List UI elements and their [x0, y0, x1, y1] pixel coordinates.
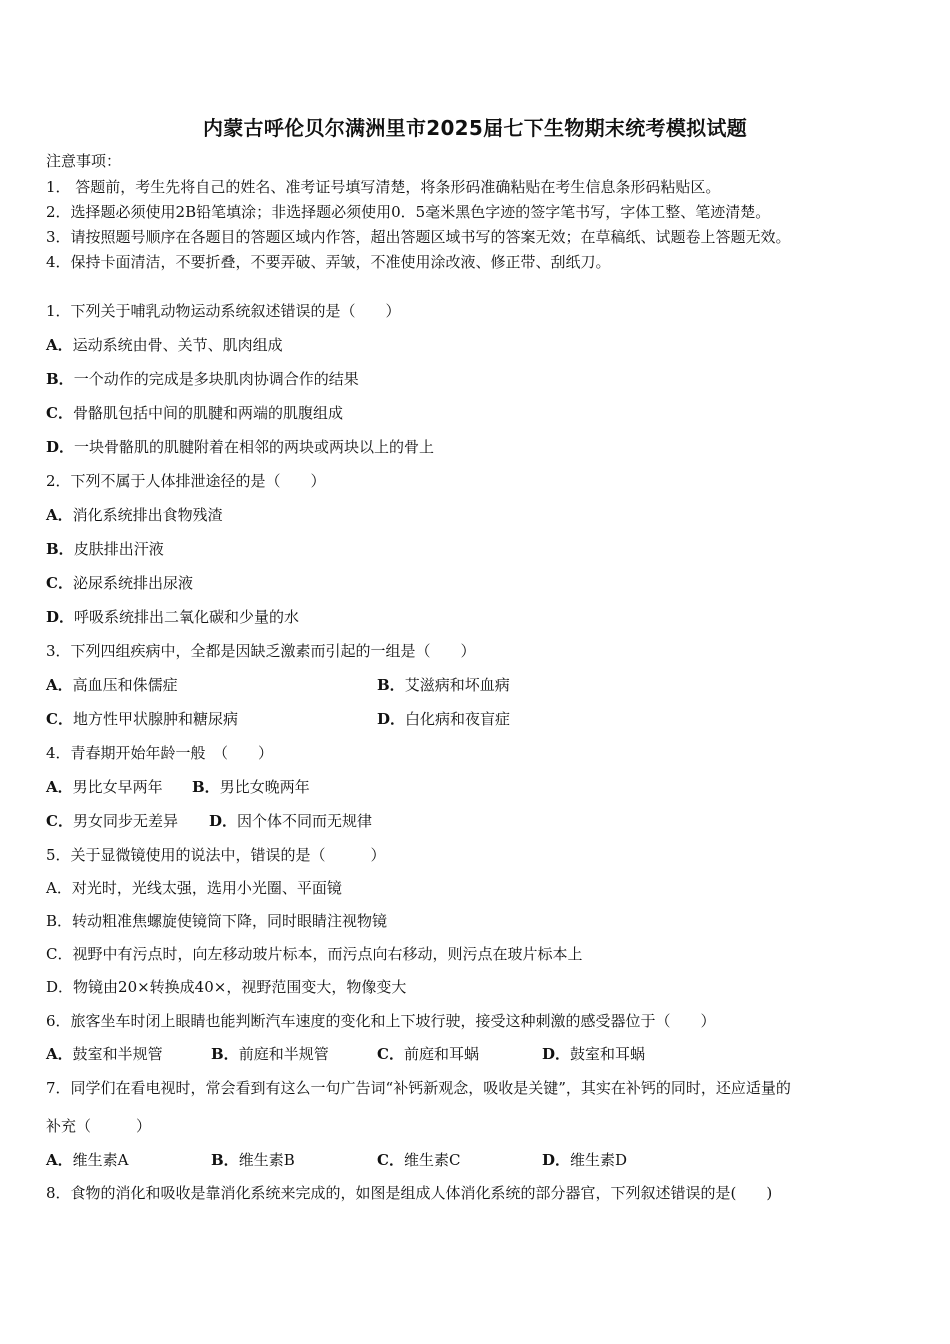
option-letter: A． [46, 506, 73, 524]
option-letter: A． [46, 778, 73, 796]
option-a [46, 1151, 128, 1169]
option-letter: C． [46, 574, 73, 592]
option-c [46, 710, 238, 728]
option-c [46, 404, 343, 422]
option-letter: D． [542, 1045, 571, 1063]
option-letter: B． [377, 676, 405, 694]
option-d [542, 1045, 645, 1063]
question-stem: 6．旅客坐车时闭上眼睛也能判断汽车速度的变化和上下坡行驶，接受这种刺激的感受器位于（ ） [46, 1012, 716, 1030]
option-b [211, 1151, 295, 1169]
option-letter: D． [46, 438, 75, 456]
option-letter: D． [542, 1151, 571, 1169]
option-text: 维生素B [238, 1151, 295, 1169]
option-letter: D． [209, 812, 238, 830]
option-d [377, 710, 510, 728]
option-letter: C． [46, 710, 73, 728]
option-a [46, 506, 223, 524]
option-text: 地方性甲状腺肿和糖尿病 [72, 710, 238, 728]
option-letter: D． [377, 710, 406, 728]
option-text: 维生素D [570, 1151, 628, 1169]
option-a [46, 1045, 163, 1063]
question-stem: 5．关于显微镜使用的说法中，错误的是（ ） [46, 846, 386, 864]
option-d [542, 1151, 627, 1169]
option-text: 因个体不同而无规律 [237, 812, 373, 830]
option-text: 呼吸系统排出二氧化碳和少量的水 [74, 608, 300, 626]
option-letter: B． [192, 778, 220, 796]
option-c [46, 812, 178, 830]
option-d [46, 438, 434, 456]
option-d [46, 608, 299, 626]
option-letter: B． [46, 540, 74, 558]
option-letter: C． [46, 404, 73, 422]
option-letter: A． [46, 1151, 73, 1169]
option-letter: C． [46, 945, 73, 963]
option-letter: B． [211, 1045, 239, 1063]
page-title: 内蒙古呼伦贝尔满洲里市2025届七下生物期末统考模拟试题 [202, 116, 748, 140]
option-letter: A． [46, 336, 73, 354]
option-text: 男比女晚两年 [219, 778, 310, 796]
option-text: 运动系统由骨、关节、肌肉组成 [72, 336, 283, 354]
option-text: 消化系统排出食物残渣 [72, 506, 223, 524]
option-b [192, 778, 310, 796]
option-b [46, 912, 387, 930]
option-letter: B． [46, 370, 74, 388]
option-text: 男比女早两年 [72, 778, 163, 796]
option-d [46, 978, 406, 996]
option-text: 一块骨骼肌的肌腱附着在相邻的两块或两块以上的骨上 [74, 438, 435, 456]
option-text: 对光时，光线太强，选用小光圈、平面镜 [71, 879, 342, 897]
question-stem: 2．下列不属于人体排泄途径的是（ ） [46, 472, 326, 490]
option-a [46, 879, 342, 897]
option-text: 转动粗准焦螺旋使镜筒下降，同时眼睛注视物镜 [72, 912, 388, 930]
option-text: 维生素A [72, 1151, 129, 1169]
option-c [377, 1151, 460, 1169]
option-letter: A． [46, 676, 73, 694]
notice-item: 3．请按照题号顺序在各题目的答题区域内作答，超出答题区域书写的答案无效；在草稿纸、试题卷上答题无效。 [46, 228, 791, 246]
question-stem-continued: 补充（ ） [46, 1117, 152, 1135]
option-d [209, 812, 372, 830]
option-text: 高血压和侏儒症 [72, 676, 178, 694]
option-text: 前庭和半规管 [238, 1045, 329, 1063]
option-text: 维生素C [403, 1151, 461, 1169]
option-letter: A． [46, 879, 72, 897]
option-c [377, 1045, 479, 1063]
option-a [46, 778, 163, 796]
notice-item: 2．选择题必须使用2B铅笔填涂；非选择题必须使用0．5毫米黑色字迹的签字笔书写，字体工整、笔迹清楚。 [46, 203, 771, 221]
option-a [46, 676, 178, 694]
option-b [377, 676, 510, 694]
option-letter: B． [211, 1151, 239, 1169]
option-c [46, 574, 193, 592]
question-stem: 1．下列关于哺乳动物运动系统叙述错误的是（ ） [46, 302, 401, 320]
option-text: 鼓室和半规管 [72, 1045, 163, 1063]
question-stem: 4．青春期开始年龄一般 （ ） [46, 744, 274, 762]
option-c [46, 945, 583, 963]
option-a [46, 336, 283, 354]
option-b [46, 370, 359, 388]
option-text: 皮肤排出汗液 [73, 540, 164, 558]
question-stem: 3．下列四组疾病中，全都是因缺乏激素而引起的一组是（ ） [46, 642, 476, 660]
option-letter: C． [377, 1151, 404, 1169]
option-text: 物镜由20×转换成40×，视野范围变大，物像变大 [73, 978, 407, 996]
option-text: 男女同步无差异 [72, 812, 178, 830]
question-stem: 7．同学们在看电视时，常会看到有这么一句广告词“补钙新观念，吸收是关键”，其实在补钙的同时，还应适量的 [46, 1079, 791, 1097]
option-text: 泌尿系统排出尿液 [72, 574, 193, 592]
option-letter: C． [46, 812, 73, 830]
option-text: 骨骼肌包括中间的肌腱和两端的肌腹组成 [72, 404, 343, 422]
option-text: 视野中有污点时，向左移动玻片标本，而污点向右移动，则污点在玻片标本上 [72, 945, 583, 963]
option-text: 白化病和夜盲症 [405, 710, 511, 728]
option-text: 一个动作的完成是多块肌肉协调合作的结果 [73, 370, 359, 388]
notice-heading: 注意事项： [46, 152, 122, 170]
option-letter: B． [46, 912, 73, 930]
option-text: 鼓室和耳蜗 [570, 1045, 646, 1063]
option-b [46, 540, 164, 558]
question-stem: 8．食物的消化和吸收是靠消化系统来完成的，如图是组成人体消化系统的部分器官，下列叙述错误的是( ) [46, 1184, 773, 1202]
option-text: 艾滋病和坏血病 [404, 676, 510, 694]
option-letter: C． [377, 1045, 404, 1063]
notice-item: 1． 答题前，考生先将自己的姓名、准考证号填写清楚，将条形码准确粘贴在考生信息条形码粘贴区。 [46, 178, 721, 196]
option-letter: A． [46, 1045, 73, 1063]
option-text: 前庭和耳蜗 [403, 1045, 479, 1063]
option-b [211, 1045, 329, 1063]
option-letter: D． [46, 608, 75, 626]
option-letter: D． [46, 978, 74, 996]
notice-item: 4．保持卡面清洁，不要折叠，不要弄破、弄皱，不准使用涂改液、修正带、刮纸刀。 [46, 253, 611, 271]
